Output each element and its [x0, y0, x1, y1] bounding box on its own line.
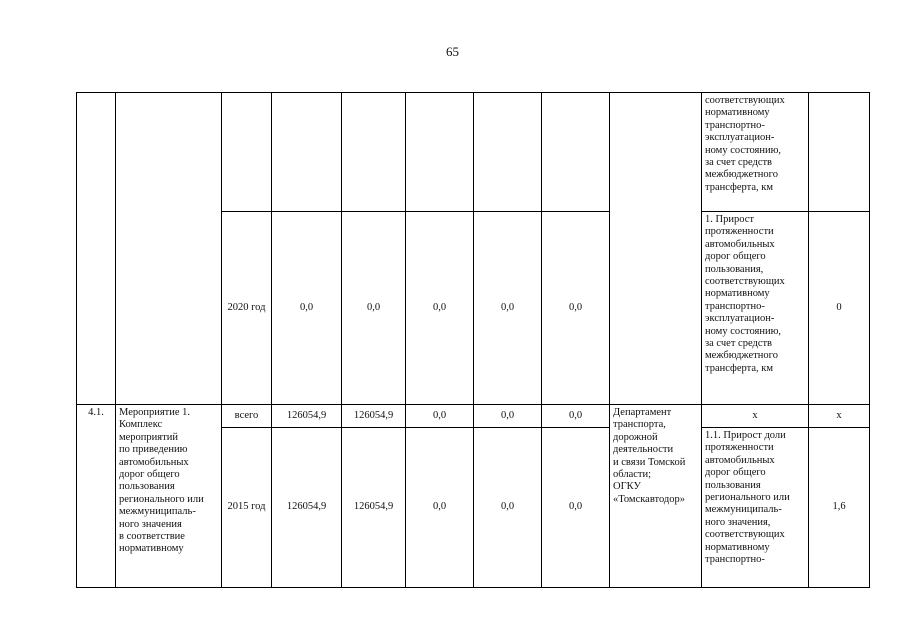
indicator-cell: соответствующих нормативному транспортно- эксплуатацион- ному состоянию, за счет средств межбюджетного трансферта, км — [702, 93, 809, 212]
total-cell — [272, 93, 342, 212]
other-cell — [542, 93, 610, 212]
indicator-cell: х — [702, 405, 809, 428]
federal-cell — [342, 93, 406, 212]
regional-cell: 0,0 — [406, 212, 474, 405]
year-cell — [222, 93, 272, 212]
total-cell: 126054,9 — [272, 428, 342, 588]
regional-cell — [406, 93, 474, 212]
local-cell — [474, 93, 542, 212]
other-cell: 0,0 — [542, 428, 610, 588]
executor-cell: Департамент транспорта, дорожной деятельности и связи Томской области; ОГКУ «Томскавтодор» — [610, 405, 702, 588]
other-cell: 0,0 — [542, 405, 610, 428]
period-cell: всего — [222, 405, 272, 428]
table-row — [77, 405, 870, 428]
federal-cell: 126054,9 — [342, 405, 406, 428]
federal-cell: 0,0 — [342, 212, 406, 405]
indicator-value-cell: 1,6 — [809, 428, 870, 588]
total-cell: 0,0 — [272, 212, 342, 405]
event-cell: Мероприятие 1. Комплекс мероприятий по приведению автомобильных дорог общего пользования регионального или межмуниципаль- ного значения в соответствие нормативному — [116, 405, 222, 588]
executor-cell — [610, 93, 702, 405]
page-number: 65 — [446, 44, 459, 59]
num-cell — [77, 93, 116, 405]
indicator-value-cell: х — [809, 405, 870, 428]
local-cell: 0,0 — [474, 428, 542, 588]
year-cell: 2015 год — [222, 428, 272, 588]
regional-cell: 0,0 — [406, 405, 474, 428]
year-cell: 2020 год — [222, 212, 272, 405]
local-cell: 0,0 — [474, 212, 542, 405]
indicator-cell: 1. Прирост протяженности автомобильных дорог общего пользования, соответствующих нормативному транспортно- эксплуатацион- ному состоянию, за счет средств межбюджетного трансферта, км — [702, 212, 809, 405]
other-cell: 0,0 — [542, 212, 610, 405]
indicator-value-cell: 0 — [809, 212, 870, 405]
event-cell — [116, 93, 222, 405]
total-cell: 126054,9 — [272, 405, 342, 428]
regional-cell: 0,0 — [406, 428, 474, 588]
indicator-value-cell — [809, 93, 870, 212]
indicator-cell: 1.1. Прирост доли протяженности автомобильных дорог общего пользования регионального или межмуниципаль- ного значения, соответствующих нормативному транспортно- — [702, 428, 809, 588]
num-cell: 4.1. — [77, 405, 116, 588]
table-row — [77, 93, 870, 212]
budget-table — [76, 92, 870, 588]
local-cell: 0,0 — [474, 405, 542, 428]
federal-cell: 126054,9 — [342, 428, 406, 588]
